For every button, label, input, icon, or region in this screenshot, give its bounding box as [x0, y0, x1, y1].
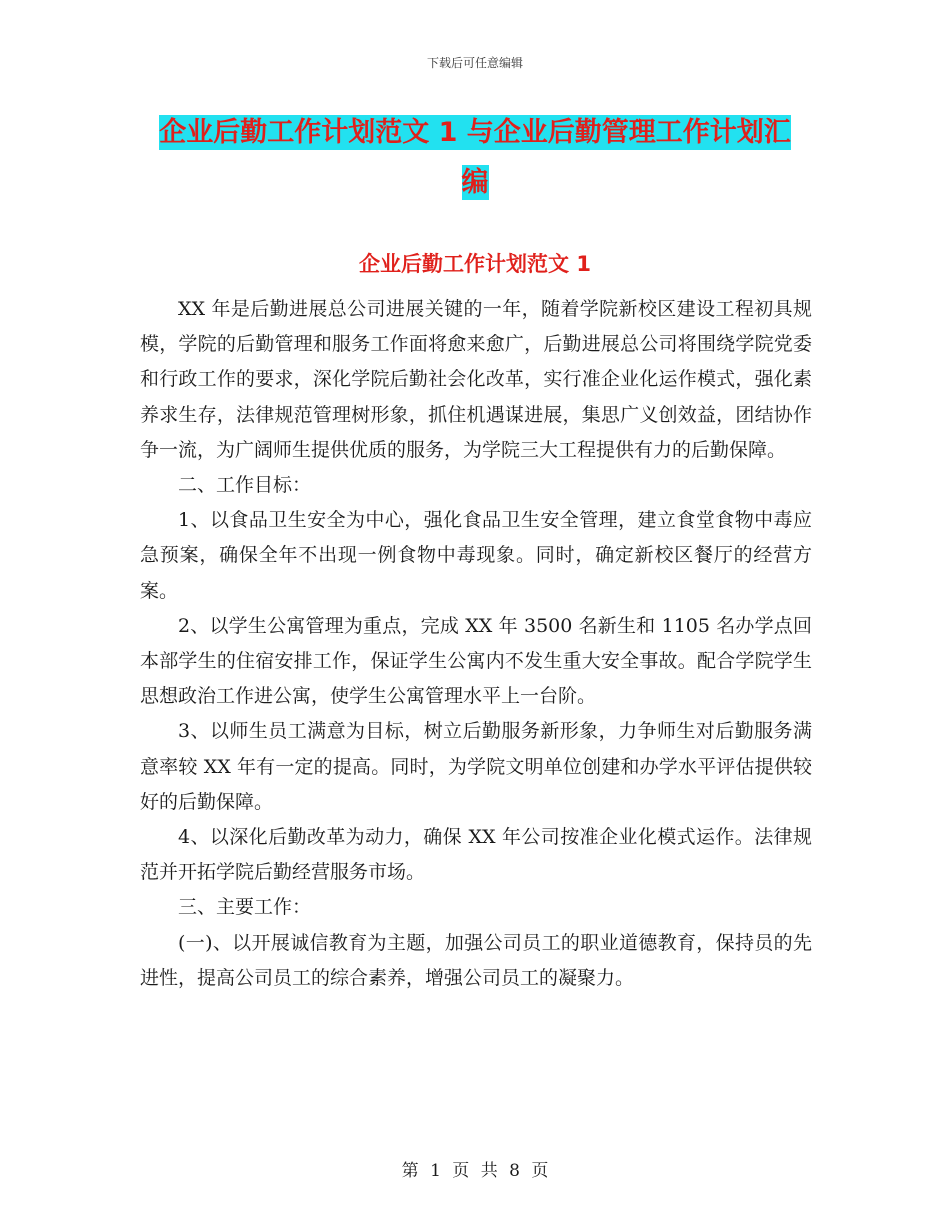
document-title-line1: 企业后勤工作计划范文 1 与企业后勤管理工作计划汇 [159, 117, 791, 148]
heading-work-goals: 二、工作目标： [178, 474, 312, 497]
paragraph-work-1: (一)、以开展诚信教育为主题，加强公司员工的职业道德教育，保持员的先进性，提高公司员工的综合素养，增强公司员工的凝聚力。 [140, 931, 812, 989]
paragraph-goal-4: 4、以深化后勤改革为动力，确保 XX 年公司按准企业化模式运作。法律规范并开拓学院后勤经营服务市场。 [140, 826, 812, 884]
header-note: 下载后可任意编辑 [426, 56, 523, 70]
section-title: 企业后勤工作计划范文 1 [359, 252, 591, 276]
paragraph-intro: XX 年是后勤进展总公司进展关键的一年，随着学院新校区建设工程初具规模，学院的后勤管理和服务工作面将愈来愈广，后勤进展总公司将围绕学院党委和行政工作的要求，深化学院后勤社会化改革，实行准企业化运作模式，强化素养求生存，法律规范管理树形象，抓住机遇谋进展，集思广义创效益，团结协作争一流，为广阔师生提供优质的服务，为学院三大工程提供有力的后勤保障。 [140, 298, 812, 461]
paragraph-goal-3: 3、以师生员工满意为目标，树立后勤服务新形象，力争师生对后勤服务满意率较 XX 年有一定的提高。同时，为学院文明单位创建和办学水平评估提供较好的后勤保障。 [140, 720, 812, 813]
document-title [140, 108, 810, 208]
paragraph-goal-1: 1、以食品卫生安全为中心，强化食品卫生安全管理，建立食堂食物中毒应急预案，确保全年不出现一例食物中毒现象。同时，确定新校区餐厅的经营方案。 [140, 509, 812, 602]
document-body [140, 292, 812, 996]
page-number: 第 1 页 共 8 页 [401, 1161, 549, 1181]
document-title-line2: 编 [461, 167, 489, 198]
paragraph-goal-2: 2、以学生公寓管理为重点，完成 XX 年 3500 名新生和 1105 名办学点回本部学生的住宿安排工作，保证学生公寓内不发生重大安全事故。配合学院学生思想政治工作进公寓，使学生公寓管理水平上一台阶。 [140, 614, 812, 708]
heading-main-work: 三、主要工作： [178, 896, 312, 919]
